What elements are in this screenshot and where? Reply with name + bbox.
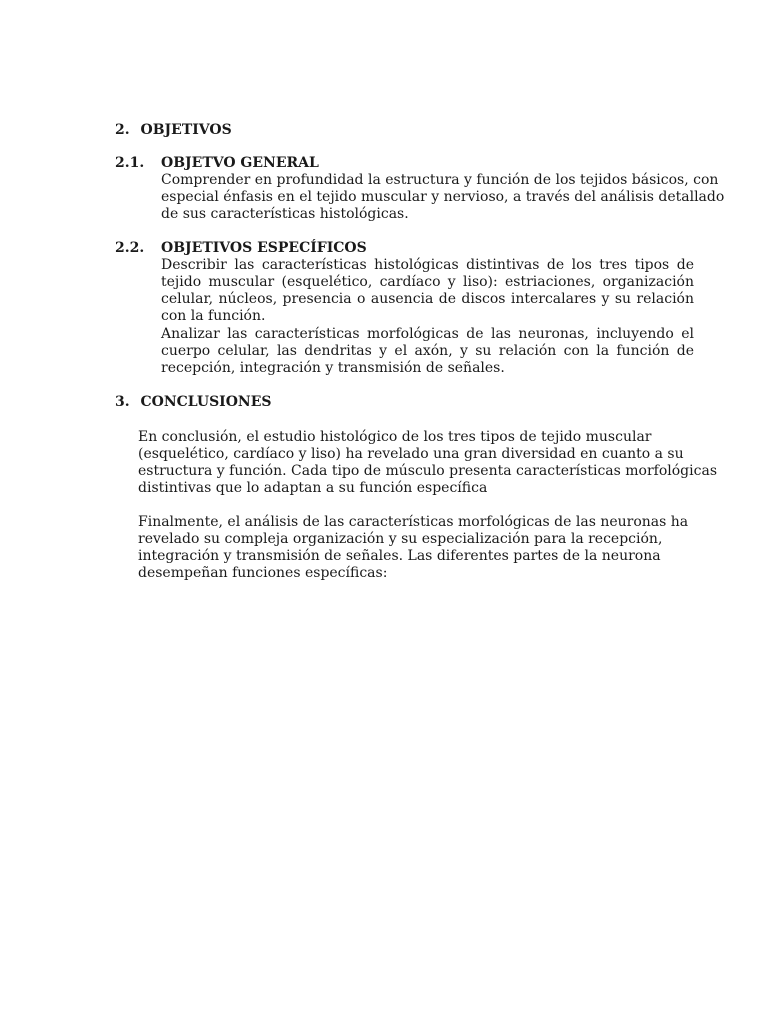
section-number: 3. [115, 394, 130, 410]
subsection-title-objetivos-especificos: OBJETIVOS ESPECÍFICOS [161, 240, 367, 256]
subsection-title-objetivo-general: OBJETVO GENERAL [161, 155, 319, 171]
section-heading-conclusiones [115, 394, 272, 411]
text-line: estructura y función. Cada tipo de músculo presenta características morfológicas [138, 463, 717, 479]
text-line: distintivas que lo adaptan a su función específica [138, 480, 488, 496]
text-line: desempeñan funciones específicas: [138, 565, 388, 581]
section-number: 2. [115, 122, 130, 138]
text-line: de sus características histológicas. [161, 206, 409, 222]
text-line: especial énfasis en el tejido muscular y nervioso, a través del análisis detallado [161, 189, 725, 205]
section-title: CONCLUSIONES [140, 394, 272, 410]
text-line: Comprender en profundidad la estructura y función de los tejidos básicos, con [161, 172, 719, 188]
subsection-number-2-2: 2.2. [115, 240, 145, 256]
subsection-number-2-1: 2.1. [115, 155, 145, 171]
section-heading-objetivos [115, 122, 232, 139]
text-line: integración y transmisión de señales. Las diferentes partes de la neurona [138, 548, 661, 564]
section-title: OBJETIVOS [140, 122, 232, 138]
text-line: revelado su compleja organización y su especialización para la recepción, [138, 531, 663, 547]
conclusion-paragraph-muscular [138, 429, 717, 497]
objetivo-general-text [161, 172, 725, 223]
objetivo-especifico-neuronas: Analizar las características morfológicas de las neuronas, incluyendo el cuerpo celular, las dendritas y el axón, y su relación con la función de recepción, integración y transmisión de señales. [161, 326, 694, 376]
text-line: Finalmente, el análisis de las características morfológicas de las neuronas ha [138, 514, 689, 530]
text-line: En conclusión, el estudio histológico de los tres tipos de tejido muscular [138, 429, 652, 445]
conclusion-paragraph-neuronas [138, 514, 698, 582]
text-line: (esquelético, cardíaco y liso) ha revelado una gran diversidad en cuanto a su [138, 446, 684, 462]
objetivo-especifico-muscular: Describir las características histológicas distintivas de los tres tipos de tejido muscular (esquelético, cardíaco y liso): estriaciones, organización celular, núcleos, presencia o ausencia de discos intercalares y su relación con la función. [161, 257, 694, 324]
